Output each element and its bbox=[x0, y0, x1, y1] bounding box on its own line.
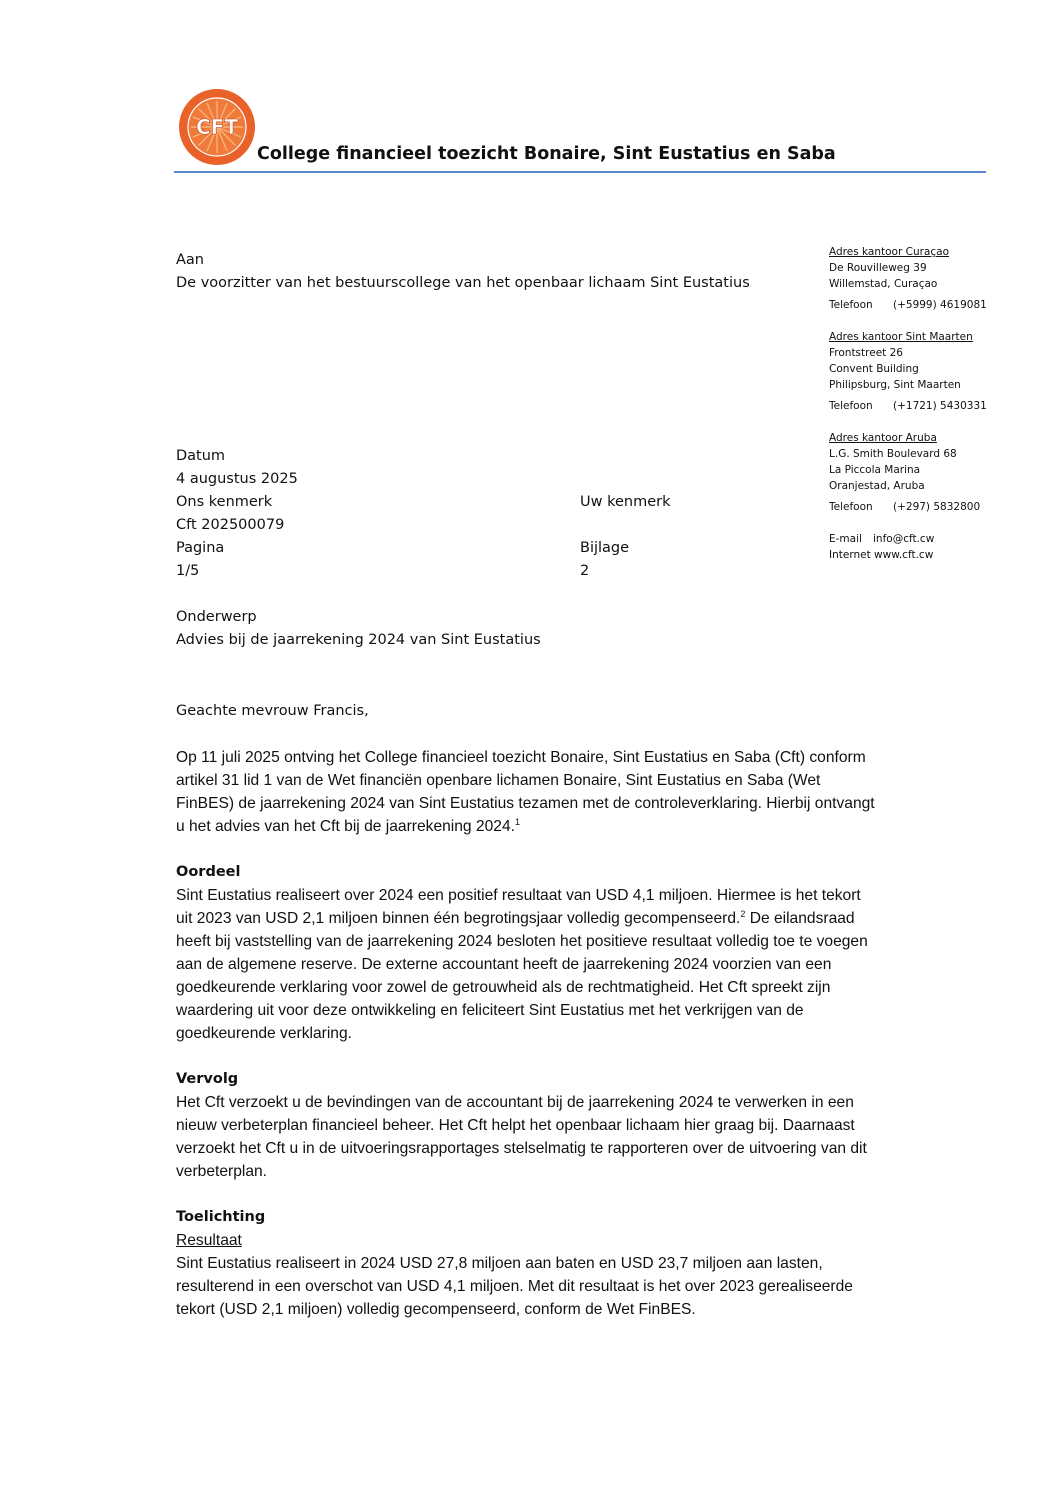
office-phone: Telefoon (+5999) 4619081 bbox=[829, 299, 987, 311]
salutation: Geachte mevrouw Francis, bbox=[176, 703, 369, 719]
addressee-value: De voorzitter van het bestuurscollege van het openbaar lichaam Sint Eustatius bbox=[176, 275, 750, 291]
office-address-line: De Rouvilleweg 39 bbox=[829, 262, 927, 274]
cft-logo bbox=[178, 88, 256, 166]
office-addresses bbox=[829, 244, 987, 563]
addressee-label: Aan bbox=[176, 252, 204, 268]
website-link[interactable]: www.cft.cw bbox=[874, 549, 934, 561]
footnote-ref[interactable]: 1 bbox=[514, 816, 520, 827]
attachment-value: 2 bbox=[580, 563, 590, 579]
subject-value: Advies bij de jaarrekening 2024 van Sint Eustatius bbox=[176, 632, 541, 648]
date-label: Datum bbox=[176, 448, 226, 464]
office-address-line: La Piccola Marina bbox=[829, 464, 921, 476]
our-reference-label: Ons kenmerk bbox=[176, 494, 273, 510]
office-title: Adres kantoor Curaçao bbox=[829, 246, 949, 258]
cft-logo-icon bbox=[178, 88, 256, 166]
office-address-line: L.G. Smith Boulevard 68 bbox=[829, 448, 957, 460]
office-address-line: Willemstad, Curaçao bbox=[829, 278, 938, 290]
vervolg-paragraph: Het Cft verzoekt u de bevindingen van de accountant bij de jaarrekening 2024 te verwerken in een nieuw verbeterplan financieel beheer. Het Cft helpt het openbaar lichaam hier graag bij. Daarnaast verzoekt het Cft u in de uitvoeringsrapportages stelselmatig te rapporteren over de uitvoering van dit verbeterplan. bbox=[176, 1094, 867, 1180]
email-link[interactable]: info@cft.cw bbox=[873, 533, 935, 545]
contact-email: E-mail info@cft.cw bbox=[829, 533, 935, 545]
resultaat-paragraph: Sint Eustatius realiseert in 2024 USD 27,8 miljoen aan baten en USD 23,7 miljoen aan lasten, resulterend in een overschot van USD 4,1 miljoen. Met dit resultaat is het over 2023 gerealiseerde tekort (USD 2,1 miljoen) volledig gecompenseerd, conform de Wet FinBES. bbox=[176, 1255, 853, 1318]
svg-text:CFT: CFT bbox=[196, 115, 238, 139]
section-heading-toelichting: Toelichting bbox=[176, 1209, 266, 1225]
page-value: 1/5 bbox=[176, 563, 200, 579]
letter-body bbox=[176, 700, 876, 1321]
our-reference-value: Cft 202500079 bbox=[176, 517, 285, 533]
office-address-line: Convent Building bbox=[829, 363, 919, 375]
section-heading-oordeel: Oordeel bbox=[176, 864, 241, 880]
office-phone: Telefoon (+1721) 5430331 bbox=[829, 400, 987, 412]
subheading-resultaat: Resultaat bbox=[176, 1232, 242, 1249]
footnote-ref[interactable]: 2 bbox=[740, 908, 746, 919]
header-divider bbox=[174, 171, 986, 173]
office-sint-maarten bbox=[829, 329, 987, 414]
office-title: Adres kantoor Aruba bbox=[829, 432, 937, 444]
subject-label: Onderwerp bbox=[176, 609, 257, 625]
your-reference-label: Uw kenmerk bbox=[580, 494, 671, 510]
office-phone: Telefoon (+297) 5832800 bbox=[829, 501, 981, 513]
contact-internet: Internet www.cft.cw bbox=[829, 549, 934, 561]
attachment-label: Bijlage bbox=[580, 540, 630, 556]
date-value: 4 augustus 2025 bbox=[176, 471, 298, 487]
office-title: Adres kantoor Sint Maarten bbox=[829, 331, 973, 343]
oordeel-paragraph: Sint Eustatius realiseert over 2024 een positief resultaat van USD 4,1 miljoen. Hiermee is het tekort uit 2023 van USD 2,1 miljoen binnen één begrotingsjaar volledig gecompenseerd.$^2$ De eilandsraad heeft bij vaststelling van de jaarrekening 2024 besloten het positieve resultaat volledig toe te voegen aan de algemene reserve. De externe accountant heeft de jaarrekening 2024 voorzien van een goedkeurende verklaring voor zowel de getrouwheid als de rechtmatigheid. Het Cft spreekt zijn waardering uit voor deze ontwikkeling en feliciteert Sint Eustatius met het verkrijgen van de goedkeurende verklaring. bbox=[176, 887, 868, 1042]
intro-paragraph: Op 11 juli 2025 ontving het College financieel toezicht Bonaire, Sint Eustatius en Saba (Cft) conform artikel 31 lid 1 van de Wet financiën openbare lichamen Bonaire, Sint Eustatius en Saba (Wet FinBES) de jaarrekening 2024 van Sint Eustatius tezamen met de controleverklaring. Hierbij ontvangt u het advies van het Cft bij de jaarrekening 2024.$^1$ bbox=[176, 749, 875, 835]
office-address-line: Oranjestad, Aruba bbox=[829, 480, 925, 492]
page-label: Pagina bbox=[176, 540, 225, 556]
office-curacao bbox=[829, 244, 987, 313]
section-heading-vervolg: Vervolg bbox=[176, 1071, 239, 1087]
office-address-line: Philipsburg, Sint Maarten bbox=[829, 379, 961, 391]
office-address-line: Frontstreet 26 bbox=[829, 347, 903, 359]
office-aruba bbox=[829, 430, 987, 515]
organization-title: College financieel toezicht Bonaire, Sint Eustatius en Saba bbox=[257, 144, 836, 164]
